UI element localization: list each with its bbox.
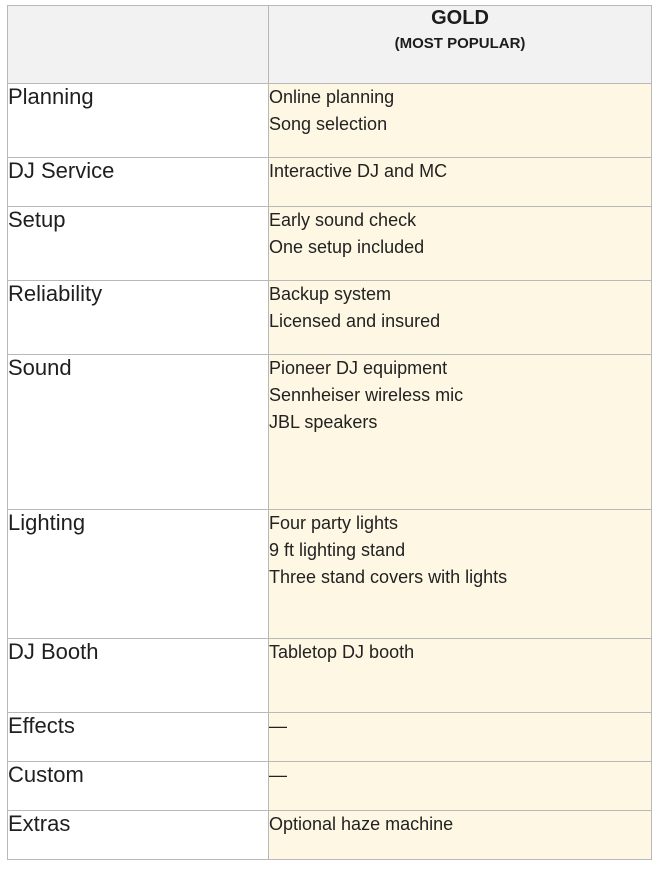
table-row xyxy=(8,811,652,860)
row-value xyxy=(269,713,652,762)
feature-item: Licensed and insured xyxy=(269,311,441,331)
gold-subtitle: (MOST POPULAR) xyxy=(394,35,526,52)
row-label: Sound xyxy=(8,355,269,510)
row-label: Extras xyxy=(8,811,269,860)
feature-item: Sennheiser wireless mic xyxy=(269,385,464,405)
row-label: Lighting xyxy=(8,510,269,639)
feature-item: JBL speakers xyxy=(269,412,378,432)
feature-item: Backup system xyxy=(269,284,392,304)
gold-title: GOLD xyxy=(431,7,489,29)
header-row xyxy=(8,6,652,84)
table-row xyxy=(8,281,652,355)
package-comparison-table xyxy=(7,5,652,860)
row-value xyxy=(269,158,652,207)
feature-item: Three stand covers with lights xyxy=(269,567,508,587)
empty-dash: — xyxy=(269,765,287,785)
table-row xyxy=(8,84,652,158)
feature-item: Four party lights xyxy=(269,513,399,533)
row-value xyxy=(269,639,652,713)
row-label: Custom xyxy=(8,762,269,811)
row-label: Effects xyxy=(8,713,269,762)
table-row xyxy=(8,158,652,207)
table-row xyxy=(8,713,652,762)
feature-item: Online planning xyxy=(269,87,395,107)
feature-item: Song selection xyxy=(269,114,388,134)
row-label: DJ Booth xyxy=(8,639,269,713)
row-label: Reliability xyxy=(8,281,269,355)
feature-item: Early sound check xyxy=(269,210,417,230)
row-value xyxy=(269,510,652,639)
row-label: Setup xyxy=(8,207,269,281)
row-value xyxy=(269,207,652,281)
feature-item: Tabletop DJ booth xyxy=(269,642,415,662)
row-label: DJ Service xyxy=(8,158,269,207)
row-value xyxy=(269,84,652,158)
table-row xyxy=(8,762,652,811)
header-blank-cell xyxy=(8,6,269,84)
table-row xyxy=(8,355,652,510)
empty-dash: — xyxy=(269,716,287,736)
feature-item: Optional haze machine xyxy=(269,814,454,834)
gold-column-header xyxy=(269,6,652,84)
feature-item: Interactive DJ and MC xyxy=(269,161,448,181)
feature-item: 9 ft lighting stand xyxy=(269,540,406,560)
feature-item: One setup included xyxy=(269,237,425,257)
row-value xyxy=(269,811,652,860)
table-row xyxy=(8,639,652,713)
row-value xyxy=(269,281,652,355)
table-row xyxy=(8,207,652,281)
row-value xyxy=(269,762,652,811)
row-label: Planning xyxy=(8,84,269,158)
row-value xyxy=(269,355,652,510)
table-row xyxy=(8,510,652,639)
feature-item: Pioneer DJ equipment xyxy=(269,358,448,378)
